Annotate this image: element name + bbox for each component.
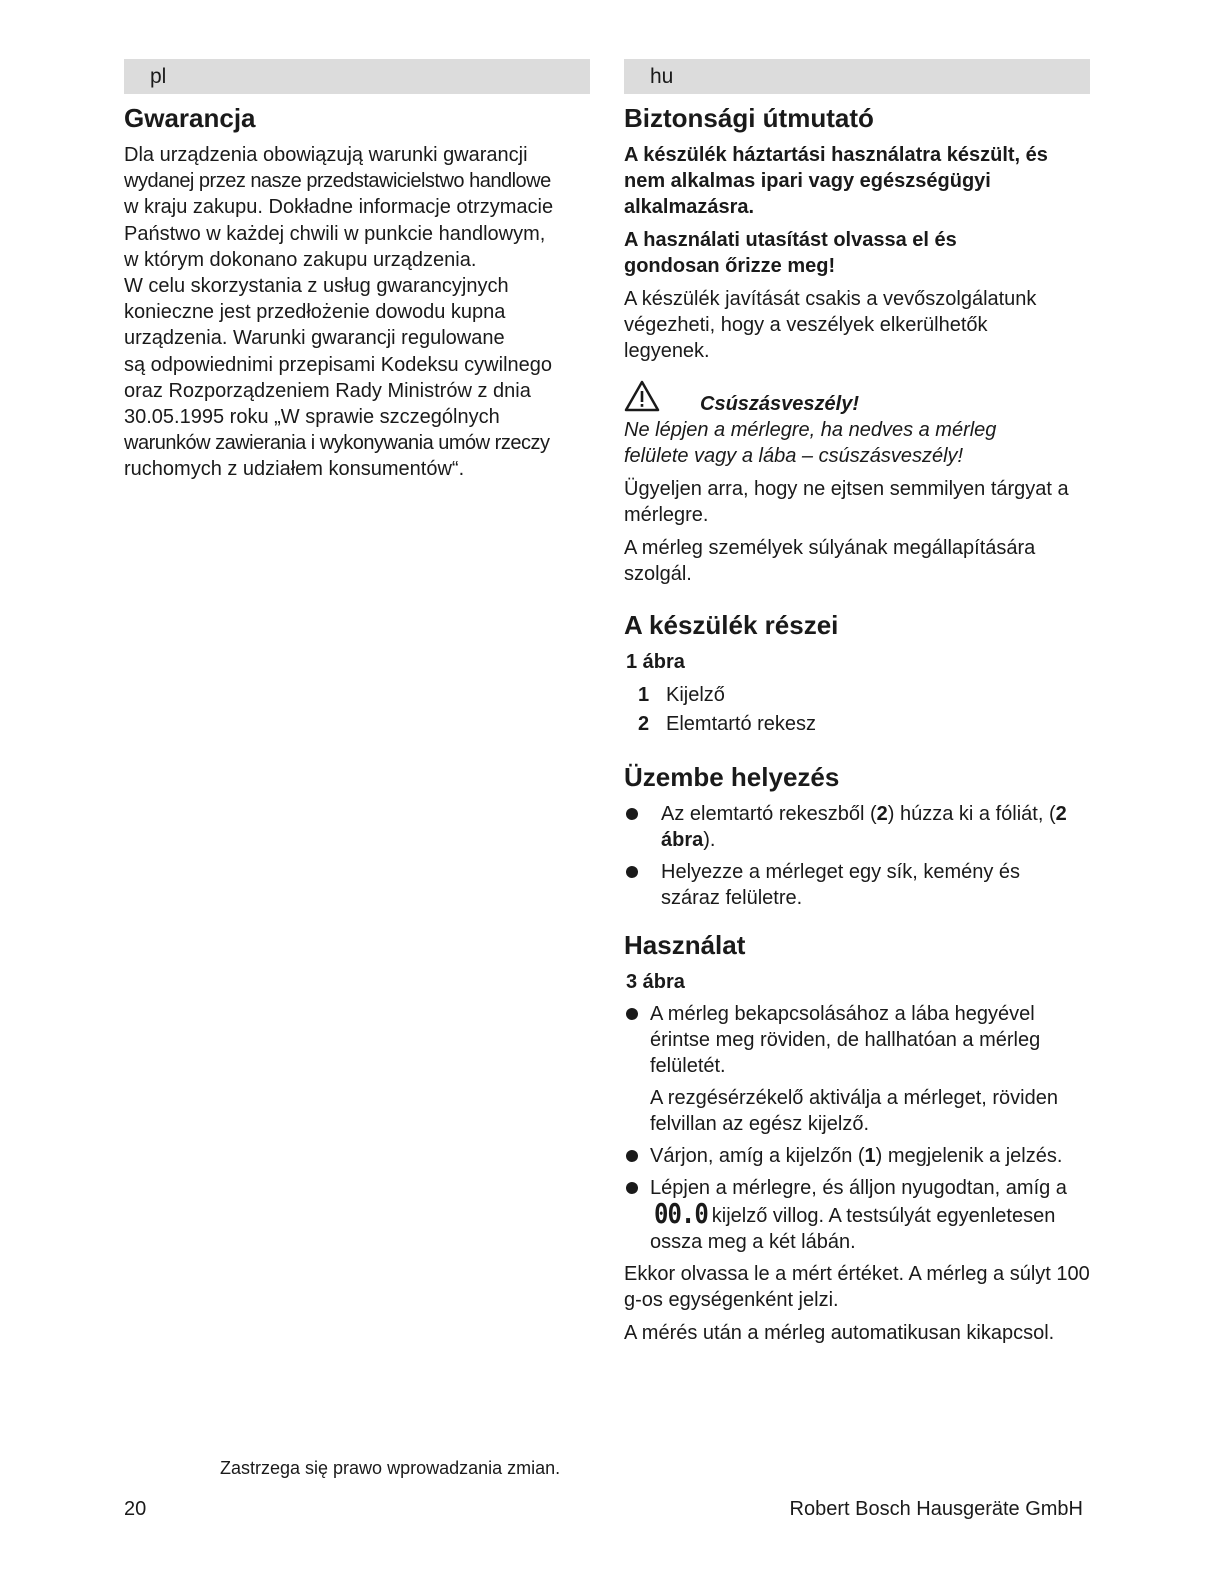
page-number: 20 bbox=[124, 1498, 147, 1520]
list-item: A mérleg bekapcsolásához a lába hegyével érintse meg röviden, de hallhatóan a mérleg felületét. A rezgésérzékelő aktiválja a mérleget, röviden felvillan az egész kijelző. bbox=[624, 1001, 1070, 1137]
setup-title: Üzembe helyezés bbox=[624, 762, 840, 792]
warning-title: Csúszásveszély! bbox=[700, 393, 859, 415]
safety-bold-1: A készülék háztartási használatra készült, és nem alkalmas ipari vagy egészségügyi alkalmazásra. bbox=[624, 144, 1048, 218]
safety-text-1: A készülék javítását csakis a vevőszolgálatunk végezheti, hogy a veszélyek elkerülhetők legyenek. bbox=[624, 288, 1037, 362]
setup-list bbox=[624, 801, 1090, 911]
list-item: Várjon, amíg a kijelzőn (1) megjelenik a jelzés. bbox=[624, 1143, 1096, 1169]
warning-text: Ne lépjen a mérlegre, ha nedves a mérleg felülete vagy a lába – csúszásveszély! bbox=[624, 419, 997, 467]
warning-block bbox=[624, 380, 1090, 417]
right-column bbox=[624, 59, 1090, 1353]
bullet-icon bbox=[626, 1182, 638, 1194]
display-digits: 00.0 bbox=[654, 1197, 708, 1231]
list-item: Lépjen a mérlegre, és álljon nyugodtan, amíg a00.0 kijelző villog. A testsúlyát egyenletesen ossza meg a két lábán. bbox=[624, 1175, 1086, 1255]
bullet-icon bbox=[626, 866, 638, 878]
warning-triangle-icon bbox=[624, 380, 660, 417]
lang-label-hu: hu bbox=[624, 59, 1090, 94]
list-item: 2 Elemtartó rekesz bbox=[638, 713, 817, 735]
usage-figure-label: 3 ábra bbox=[626, 971, 685, 993]
bullet-icon bbox=[626, 1150, 638, 1162]
company-name: Robert Bosch Hausgeräte GmbH bbox=[789, 1498, 1083, 1520]
usage-text-1: Ekkor olvassa le a mért értéket. A mérleg a súlyt 100 g-os egységenként jelzi. bbox=[624, 1263, 1090, 1311]
list-item: Az elemtartó rekeszből (2) húzza ki a fóliát, (2 ábra). bbox=[624, 801, 1081, 853]
list-item: Helyezze a mérleget egy sík, kemény és száraz felületre. bbox=[624, 859, 1061, 911]
left-column bbox=[124, 59, 590, 483]
usage-list bbox=[624, 1001, 1090, 1255]
safety-text-3: A mérleg személyek súlyának megállapítására szolgál. bbox=[624, 537, 1036, 585]
bullet-icon bbox=[626, 808, 638, 820]
parts-figure-label: 1 ábra bbox=[626, 651, 685, 673]
usage-text-2: A mérés után a mérleg automatikusan kikapcsol. bbox=[624, 1322, 1055, 1344]
footer-note: Zastrzega się prawo wprowadzania zmian. bbox=[220, 1458, 561, 1478]
parts-title: A készülék részei bbox=[624, 610, 839, 640]
safety-text-2: Ügyeljen arra, hogy ne ejtsen semmilyen tárgyat a mérlegre. bbox=[624, 478, 1069, 526]
safety-bold-2: A használati utasítást olvassa el és gondosan őrizze meg! bbox=[624, 229, 957, 277]
parts-list bbox=[624, 681, 1090, 739]
list-item: 1 Kijelző bbox=[638, 684, 725, 706]
bullet-icon bbox=[626, 1008, 638, 1020]
usage-title: Használat bbox=[624, 930, 746, 960]
safety-title: Biztonsági útmutató bbox=[624, 103, 874, 133]
lang-label-pl: pl bbox=[124, 59, 590, 94]
warranty-text: Dla urządzenia obowiązują warunki gwarancji wydanej przez nasze przedstawicielstwo handlowe w kraju zakupu. Dokładne informacje otrzymacie Państwo w każdej chwili w punkcie handlowym, w którym dokonano zakupu urządzenia. W celu skorzystania z usług gwarancyjnych konieczne jest przedłożenie dowodu kupna urządzenia. Warunki gwarancji regulowane są odpowiednimi przepisami Kodeksu cywilnego oraz Rozporządzeniem Rady Ministrów z dnia 30.05.1995 roku „W sprawie szczególnych warunków zawierania i wykonywania umów rzeczy ruchomych z udziałem konsumentów“. bbox=[124, 144, 554, 481]
warranty-title: Gwarancja bbox=[124, 103, 256, 133]
